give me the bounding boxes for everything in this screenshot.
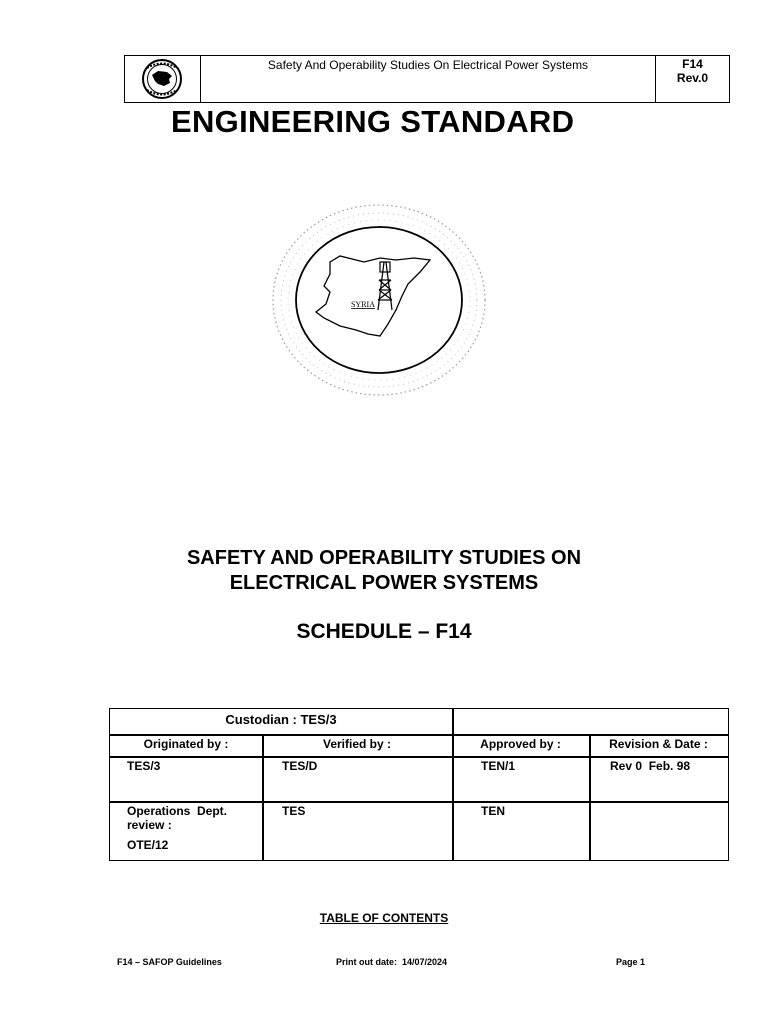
header-originated: Originated by : — [143, 737, 229, 751]
emblem-label: SYRIA — [350, 300, 376, 309]
company-logo-icon — [125, 56, 199, 102]
header-verified: Verified by : — [322, 737, 392, 751]
main-title-line-1: SAFETY AND OPERABILITY STUDIES ON — [186, 547, 582, 569]
syria-emblem-icon — [268, 200, 490, 400]
document-header — [124, 55, 730, 103]
row1-originated: TES/3 — [127, 759, 161, 773]
header-code-cell — [656, 56, 729, 103]
row2-originated-line-1: Operations Dept. — [127, 804, 228, 818]
document-type-title: ENGINEERING STANDARD — [171, 104, 575, 139]
row2-originated — [127, 804, 257, 852]
footer-page-number: Page 1 — [616, 957, 646, 967]
custodian-cell: Custodian : TES/3 — [225, 712, 337, 727]
footer-print-date: Print out date: 14/07/2024 — [336, 957, 448, 967]
row1-revision: Rev 0 Feb. 98 — [610, 759, 691, 773]
document-info-table — [109, 708, 729, 861]
header-revision: Rev.0 — [676, 71, 709, 85]
row1-verified: TES/D — [282, 759, 318, 773]
main-title-line-2: ELECTRICAL POWER SYSTEMS — [229, 572, 539, 594]
row2-originated-line-2: review : — [127, 818, 172, 832]
row2-verified: TES — [282, 804, 306, 818]
table-of-contents-heading: TABLE OF CONTENTS — [319, 911, 449, 925]
document-main-title — [0, 546, 768, 596]
header-doc-code: F14 — [682, 57, 703, 71]
schedule-title: SCHEDULE – F14 — [296, 620, 472, 643]
table-divider — [262, 734, 264, 860]
header-logo-cell — [125, 56, 201, 102]
header-approved: Approved by : — [480, 737, 561, 751]
table-divider — [110, 801, 728, 803]
header-title: Safety And Operability Studies On Electrical Power Systems — [201, 56, 656, 102]
table-divider — [110, 734, 728, 736]
row1-approved: TEN/1 — [481, 759, 516, 773]
table-divider — [110, 756, 728, 758]
row2-originated-line-3: OTE/12 — [127, 838, 169, 852]
table-divider — [452, 709, 454, 860]
table-divider — [589, 734, 591, 860]
header-revision-date: Revision & Date : — [609, 737, 708, 751]
row2-approved: TEN — [481, 804, 505, 818]
footer-left: F14 – SAFOP Guidelines — [117, 957, 222, 967]
